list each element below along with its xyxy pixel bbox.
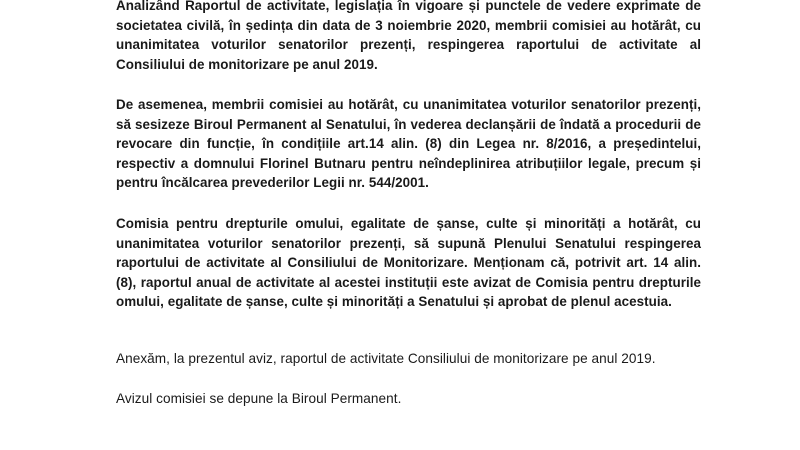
paragraph-respingere-raport: Analizând Raportul de activitate, legislația în vigoare și punctele de vedere exprimate de societatea civilă, în ședința din data de 3 noiembrie 2020, membrii comisiei au hotărât, cu unanimitatea voturilor senatorilor prezenți, respingerea raportului de activitate al Consiliului de monitorizare pe anul 2019. [116, 0, 701, 72]
paragraph-anexa: Anexăm, la prezentul aviz, raportul de activitate Consiliului de monitorizare pe anul 2019. [116, 351, 656, 366]
paragraph-sesizare-birou-permanent: De asemenea, membrii comisiei au hotărât, cu unanimitatea voturilor senatorilor prezenți, să sesizeze Biroul Permanent al Senatului, în vederea declanșării de îndată a procedurii de revocare din funcție, în condițiile art.14 alin. (8) din Legea nr. 8/2016, a președintelui, respectiv a domnului Florinel Butnaru pentru neîndeplinirea atribuțiilor legale, precum și pentru încălcarea prevederilor Legii nr. 544/2001. [116, 97, 701, 191]
paragraph-hotarare-comisie: Comisia pentru drepturile omului, egalitate de șanse, culte și minorități a hotărât, cu unanimitatea voturilor senatorilor prezenți, să supună Plenului Senatului respingerea raportului de activitate al Consiliului de Monitorizare. Menționam că, potrivit art. 14 alin. (8), raportul anual de activitate al acestei instituții este avizat de Comisia pentru drepturile omului, egalitate de șanse, culte și minorități a Senatului și aprobat de plenul acestuia. [116, 216, 701, 310]
paragraph-depunere-aviz: Avizul comisiei se depune la Biroul Permanent. [116, 391, 402, 406]
